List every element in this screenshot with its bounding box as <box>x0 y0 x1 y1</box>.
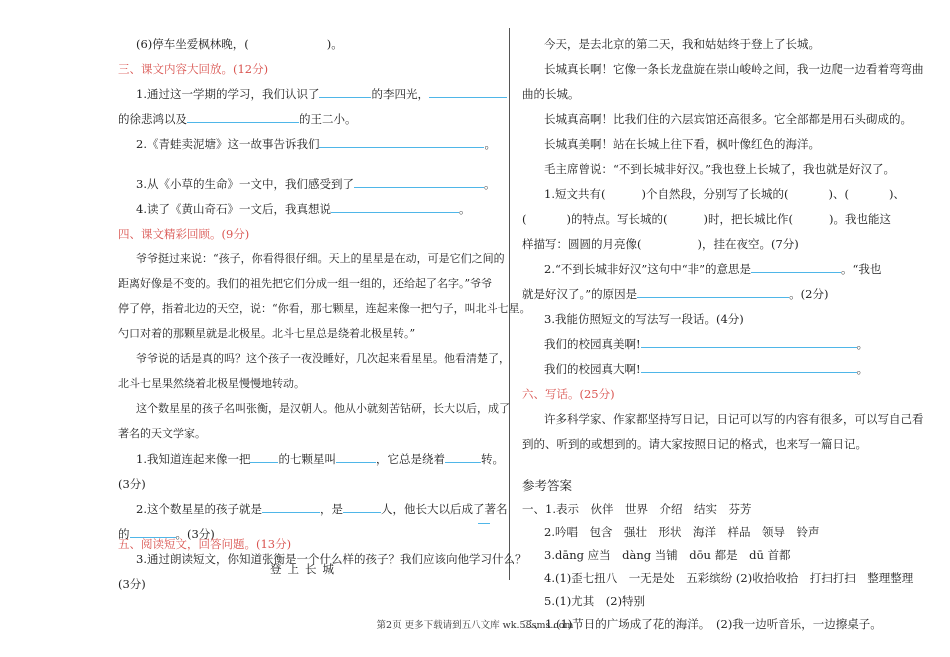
section-4-heading: 四、课文精彩回顾。(9分) <box>118 227 250 241</box>
passage-line: 距离好像是不变的。我们的祖先把它们分成一组一组的，还给起了名字。”爷爷 <box>118 277 493 290</box>
answer-line: 5.(1)尤其 (2)特别 <box>544 594 646 608</box>
passage-line: 停了停，指着北边的天空，说：“你看，那七颗星，连起来像一把勺子，叫北斗七星。 <box>118 302 531 315</box>
article-paragraph: 长城真美啊！站在长城上往下看，枫叶像红色的海洋。 <box>544 137 820 151</box>
question-6: (6)停车坐爱枫林晚，( )。 <box>136 37 343 51</box>
section-3-heading: 三、课文内容大回放。(12分) <box>118 62 269 76</box>
section-6-heading: 六、写话。(25分) <box>522 387 615 401</box>
answer-line: 3.dāng 应当 dàng 当铺 dōu 都是 dū 首都 <box>544 548 791 562</box>
question-r-2-cont: 就是好汉了。”的原因是 。(2分) <box>522 287 829 301</box>
question-3-4: 4.读了《黄山奇石》一文后，我真想说 。 <box>136 202 471 216</box>
page-footer: 第2页 更多下载请到五八文库 wk.58sms.com <box>376 620 574 631</box>
question-r-3-line: 我们的校园真美啊! 。 <box>544 337 869 351</box>
passage-line: 勺口对着的那颗星就是北极星。北斗七星总是绕着北极星转。” <box>118 327 416 340</box>
article-paragraph: 今天，是去北京的第二天，我和姑姑终于登上了长城。 <box>544 37 820 51</box>
passage-line: 爷爷挺过来说：“孩子，你看得很仔细。天上的星星是在动，可是它们之间的 <box>136 252 505 265</box>
answer-line: 2.吟唱 包含 强壮 形状 海洋 样品 领导 铃声 <box>544 525 820 539</box>
question-r-1-cont: 样描写：圆圆的月亮像( )，挂在夜空。(7分) <box>522 237 799 251</box>
passage-line: 这个数星星的孩子名叫张衡，是汉朝人。他从小就刻苦钻研，长大以后，成了 <box>136 402 510 415</box>
section-5-heading: 五、阅读短文，回答问题。(13分) <box>118 537 292 551</box>
article-paragraph: 长城真长啊！它像一条长龙盘旋在崇山峻岭之间，我一边爬一边看着弯弯曲 <box>544 62 924 76</box>
passage-line: 著名的天文学家。 <box>118 427 206 440</box>
answer-line: 4.(1)歪七扭八 一无是处 五彩缤纷 (2)收拾收拾 打扫打扫 整理整理 <box>544 571 914 585</box>
question-r-3: 3.我能仿照短文的写法写一段话。(4分) <box>544 312 744 326</box>
writing-prompt: 到的、听到的或想到的。请大家按照日记的格式，也来写一篇日记。 <box>522 437 867 451</box>
writing-prompt: 许多科学家、作家都坚持写日记，日记可以写的内容有很多，可以写自己看 <box>544 412 924 426</box>
question-4-3: 3.通过朗读短文，你知道张衡是一个什么样的孩子？我们应该向他学习什么？ <box>136 552 527 566</box>
article-paragraph: 毛主席曾说：“不到长城非好汉。”我也登上长城了，我也就是好汉了。 <box>544 162 896 176</box>
score-label: (3分) <box>118 477 146 491</box>
question-r-3-line: 我们的校园真大啊! 。 <box>544 362 869 376</box>
article-paragraph: 长城真高啊！比我们住的六层宾馆还高很多。它全部都是用石头砌成的。 <box>544 112 912 126</box>
answer-line: 二、1.(1)节日的广场成了花的海洋。 (2)我一边听音乐，一边擦桌子。 <box>522 617 882 631</box>
answer-line: 一、1.表示 伙伴 世界 介绍 结实 芬芳 <box>522 502 752 516</box>
question-3-2: 2.《青蛙卖泥塘》这一故事告诉我们 。 <box>136 137 496 151</box>
answer-blank <box>478 523 490 524</box>
score-label: (3分) <box>118 577 146 591</box>
question-r-1: 1.短文共有( )个自然段，分别写了长城的( )、( )、 <box>544 187 905 201</box>
question-r-1-cont: ( )的特点。写长城的( )时，把长城比作( )。我也能这 <box>522 212 891 226</box>
passage-line: 北斗七星果然绕着北极星慢慢地转动。 <box>118 377 305 390</box>
question-3-1-cont: 的徐悲鸿以及 的王二小。 <box>118 112 357 126</box>
question-4-1: 1.我知道连起来像一把 的七颗星叫 ，它总是绕着 转。 <box>136 452 504 466</box>
question-4-2-cont: 的 。(3分) <box>118 527 215 541</box>
article-paragraph: 曲的长城。 <box>522 87 580 101</box>
answer-key-title: 参考答案 <box>522 478 573 493</box>
question-3-3: 3.从《小草的生命》一文中，我们感受到了 。 <box>136 177 496 191</box>
question-4-2: 2.这个数星星的孩子就是 ，是 人，他长大以后成了著名 <box>136 502 508 516</box>
article-title: 登上长城 <box>270 562 340 576</box>
passage-line: 爷爷说的话是真的吗？这个孩子一夜没睡好，几次起来看星星。他看清楚了， <box>136 352 510 365</box>
question-3-1: 1.通过这一学期的学习，我们认识了 的李四光， <box>136 86 507 102</box>
question-r-2: 2.“不到长城非好汉”这句中“非”的意思是 。“我也 <box>544 262 882 276</box>
